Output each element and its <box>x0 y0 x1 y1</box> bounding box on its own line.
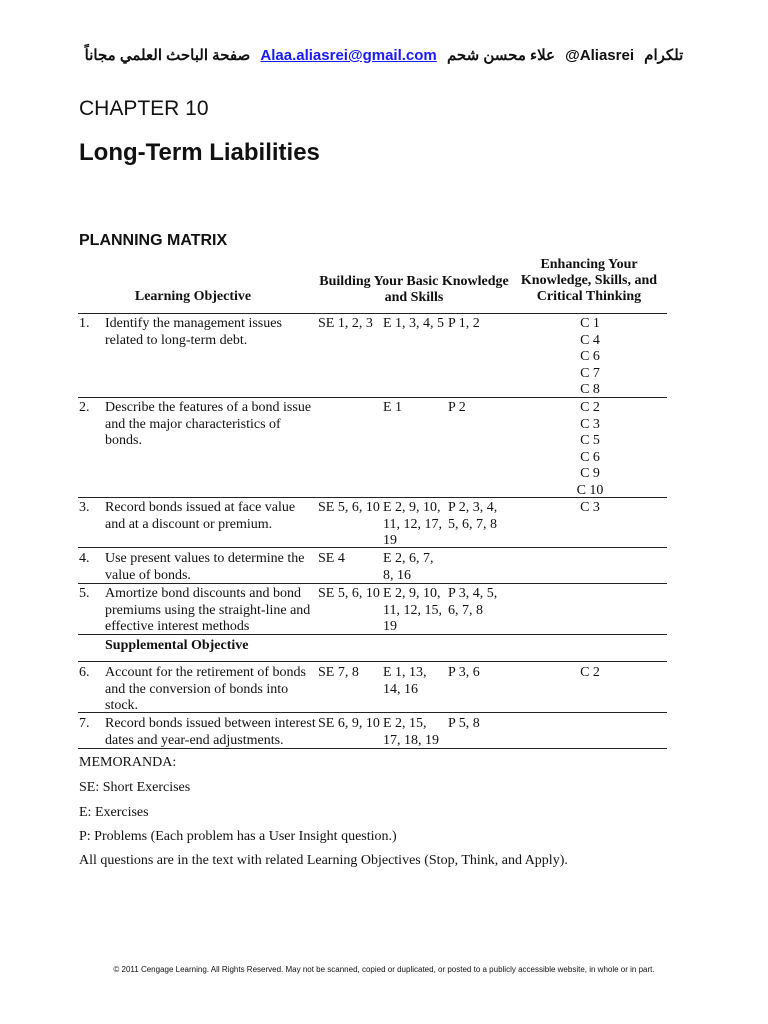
col-header-basic: Building Your Basic Knowledge and Skills <box>319 274 509 305</box>
author-name: علاء محسن شحم <box>446 47 555 64</box>
row-short-exercises: SE 4 <box>318 551 345 566</box>
row-number: 7. <box>79 716 90 731</box>
row-problems: P 3, 6 <box>448 665 480 680</box>
row-problems: P 1, 2 <box>448 316 480 331</box>
row-cases: C 1 C 4 C 6 C 7 C 8 <box>580 316 600 397</box>
row-exercises: E 2, 15, 17, 18, 19 <box>383 716 439 748</box>
row-number: 1. <box>79 316 90 331</box>
row-exercises: E 2, 9, 10, 11, 12, 15, 19 <box>383 586 442 634</box>
col-header-objective: Learning Objective <box>134 289 252 304</box>
row-short-exercises: SE 7, 8 <box>318 665 359 680</box>
row-cases: C 2 C 3 C 5 C 6 C 9 C 10 <box>576 400 604 498</box>
row-short-exercises: SE 5, 6, 10 <box>318 500 380 515</box>
row-short-exercises: SE 6, 9, 10 <box>318 716 380 731</box>
row-exercises: E 2, 6, 7, 8, 16 <box>383 551 434 583</box>
row-short-exercises: SE 1, 2, 3 <box>318 316 373 331</box>
table-rule <box>78 313 667 314</box>
row-problems: P 3, 4, 5, 6, 7, 8 <box>448 586 498 618</box>
col-header-enhancing: Enhancing Your Knowledge, Skills, and Critical Thinking <box>520 257 658 304</box>
table-rule <box>78 661 667 662</box>
row-objective: Amortize bond discounts and bond premiums using the straight-line and effective interest methods <box>105 586 311 634</box>
memo-p: P: Problems (Each problem has a User Insight question.) <box>79 829 397 844</box>
row-objective: Record bonds issued at face value and at a discount or premium. <box>105 500 296 532</box>
row-exercises: E 1, 3, 4, 5 <box>383 316 445 331</box>
email-link[interactable]: Alaa.aliasrei@gmail.com <box>260 47 437 64</box>
header-line <box>0 46 768 64</box>
copyright-footer: © 2011 Cengage Learning. All Rights Reserved. May not be scanned, copied or duplicated, or posted to a publicly accessible website, in whole or in part. <box>113 965 655 974</box>
row-objective: Describe the features of a bond issue and the major characteristics of bonds. <box>105 400 312 448</box>
table-rule <box>78 547 667 548</box>
memo-se: SE: Short Exercises <box>79 780 191 795</box>
row-problems: P 2 <box>448 400 466 415</box>
row-exercises: E 2, 9, 10, 11, 12, 17, 19 <box>383 500 442 548</box>
telegram-label: تلكرام <box>644 47 684 64</box>
row-number: 5. <box>79 586 90 601</box>
row-problems: P 5, 8 <box>448 716 480 731</box>
page-title: Long-Term Liabilities <box>79 139 320 166</box>
row-short-exercises: SE 5, 6, 10 <box>318 586 380 601</box>
row-objective: Use present values to determine the value of bonds. <box>105 551 305 583</box>
row-number: 4. <box>79 551 90 566</box>
memo-e: E: Exercises <box>79 805 149 820</box>
handle: @Aliasrei <box>565 47 634 64</box>
section-title: PLANNING MATRIX <box>79 232 228 249</box>
row-objective: Record bonds issued between interest dates and year-end adjustments. <box>105 716 316 748</box>
row-objective: Identify the management issues related to long-term debt. <box>105 316 282 348</box>
row-exercises: E 1, 13, 14, 16 <box>383 665 427 697</box>
memo-note: All questions are in the text with related Learning Objectives (Stop, Think, and Apply). <box>79 853 568 868</box>
row-cases: C 3 <box>580 500 600 515</box>
row-problems: P 2, 3, 4, 5, 6, 7, 8 <box>448 500 498 532</box>
supplemental-heading: Supplemental Objective <box>105 638 249 653</box>
row-number: 6. <box>79 665 90 680</box>
memoranda-title: MEMORANDA: <box>79 755 177 770</box>
row-number: 2. <box>79 400 90 415</box>
page-name: صفحة الباحث العلمي مجاناً <box>84 47 251 64</box>
chapter-label: CHAPTER 10 <box>79 97 209 120</box>
row-exercises: E 1 <box>383 400 403 415</box>
row-objective: Account for the retirement of bonds and the conversion of bonds into stock. <box>105 665 306 713</box>
row-cases: C 2 <box>580 665 600 680</box>
row-number: 3. <box>79 500 90 515</box>
